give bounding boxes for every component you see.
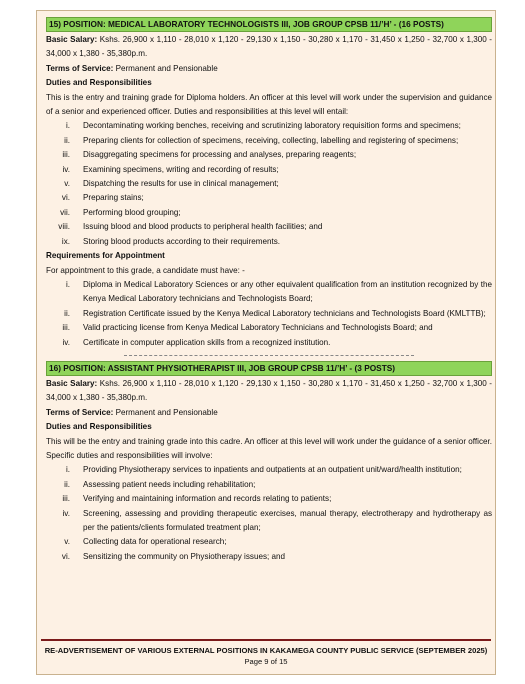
list-number: iv. [62,508,70,518]
list-text: Sensitizing the community on Physiotherapy issues; and [83,551,285,561]
position-16-header: 16) POSITION: ASSISTANT PHYSIOTHERAPIST III, JOB GROUP CPSB 11/’H’ - (3 POSTS) [46,361,492,376]
position-16-salary [46,377,492,406]
list-number: ix. [61,236,70,246]
list-number: i. [65,279,70,289]
list-text: Certificate in computer application skills from a recognized institution. [83,337,331,347]
list-item [46,321,492,335]
section-divider [124,355,414,356]
list-number: vi. [61,551,70,561]
list-item [46,191,492,205]
list-item [46,177,492,191]
list-item [46,463,492,477]
list-text: Preparing stains; [83,193,144,203]
document-page [36,10,496,675]
position-16-duties-list [46,463,492,564]
list-item [46,206,492,220]
list-text: Diploma in Medical Laboratory Sciences or any other equivalent qualification from an institution recognized by the Kenya Medical Laboratory technicians and Technologists Board; [83,279,492,304]
terms-text: Permanent and Pensionable [113,63,218,73]
salary-label: Basic Salary: [46,35,98,44]
list-number: vii. [60,207,70,217]
page-number: Page 9 of 15 [244,657,288,666]
list-number: v. [64,179,70,189]
list-text: Collecting data for operational research; [83,537,227,547]
position-15-duties-heading: Duties and Responsibilities [46,78,152,88]
list-text: Storing blood products according to their requirements. [83,236,281,246]
list-item [46,134,492,148]
list-item [46,307,492,321]
list-number: ii. [64,479,70,489]
list-number: iii. [62,150,70,160]
position-16-terms [46,406,492,420]
position-15-duties-intro: This is the entry and training grade for Diploma holders. An officer at this level will work under the supervision and guidance of a senior and experienced officer. Duties and responsibilities at this level will entail: [46,92,492,117]
list-text: Screening, assessing and providing therapeutic exercises, manual therapy, electrotherapy and hydrotherapy as per the patients/clients formulated treatment plan; [83,508,492,532]
list-item [46,507,492,536]
list-item [46,148,492,162]
salary-text: Kshs. 26,900 x 1,110 - 28,010 x 1,120 - 29,130 x 1,150 - 30,280 x 1,170 - 31,450 x 1,250 - 32,700 x 1,300 - 34,000 x 1,380 - 35,380p.m. [46,35,493,59]
list-number: v. [64,537,70,547]
list-text: Assessing patient needs including rehabilitation; [83,479,256,489]
list-number: i. [65,465,70,475]
list-number: viii. [58,222,70,232]
list-text: Issuing blood and blood products to peripheral health facilities; and [83,222,323,232]
list-item [46,478,492,492]
list-number: iv. [62,164,70,174]
position-15-duties-list [46,119,492,249]
list-item [46,336,492,350]
position-15-header: 15) POSITION: MEDICAL LABORATORY TECHNOLOGISTS III, JOB GROUP CPSB 11/’H’ - (16 POSTS) [46,17,492,32]
list-item [46,220,492,234]
list-text: Registration Certificate issued by the Kenya Medical Laboratory technicians and Technologists Board (KMLTTB); [83,308,486,318]
list-text: Decontaminating working benches, receiving and scrutinizing laboratory requisition forms and specimens; [83,121,461,131]
list-number: ii. [64,135,70,145]
list-text: Performing blood grouping; [83,207,181,217]
list-item [46,235,492,249]
list-item [46,550,492,564]
footer-rule [41,639,491,641]
list-item [46,278,492,307]
terms-text: Permanent and Pensionable [113,407,218,417]
position-16-duties-heading: Duties and Responsibilities [46,422,152,432]
list-number: i. [65,121,70,131]
position-15-salary [46,33,492,62]
footer-title: RE-ADVERTISEMENT OF VARIOUS EXTERNAL POSITIONS IN KAKAMEGA COUNTY PUBLIC SERVICE (SEPTEMBER 2025) [44,646,488,655]
salary-label: Basic Salary: [46,378,98,388]
position-16-duties-intro: This will be the entry and training grade into this cadre. An officer at this level will work under the guidance of a senior officer. Specific duties and responsibilities will involve: [46,436,492,460]
list-item [46,119,492,133]
list-number: iii. [62,494,70,504]
list-text: Disaggregating specimens for processing and analyses, preparing reagents; [83,150,357,160]
list-number: vi. [61,193,70,203]
list-text: Examining specimens, writing and recording of results; [83,164,279,174]
terms-label: Terms of Service: [46,63,114,73]
list-text: Verifying and maintaining information and records relating to patients; [83,494,332,504]
list-item [46,492,492,506]
list-item [46,163,492,177]
list-item [46,535,492,549]
list-text: Dispatching the results for use in clinical management; [83,179,279,189]
list-number: ii. [64,308,70,318]
list-text: Preparing clients for collection of specimens, receiving, collecting, labelling and registering of specimens; [83,135,459,145]
list-text: Valid practicing license from Kenya Medical Laboratory Technicians and Technologists Board; and [83,323,433,333]
salary-text: Kshs. 26,900 x 1,110 - 28,010 x 1,120 - 29,130 x 1,150 - 30,280 x 1,170 - 31,450 x 1,250 - 32,700 x 1,300 - 34,000 x 1,380 - 35,380p.m. [46,378,493,403]
position-15-requirements-list [46,278,492,350]
list-text: Providing Physiotherapy services to inpatients and outpatients at an outpatient unit/ward/health institution; [83,465,462,475]
position-15-terms [46,62,492,76]
list-number: iii. [62,323,70,333]
list-number: iv. [62,337,70,347]
page-footer [37,645,495,667]
page-content [46,17,492,564]
terms-label: Terms of Service: [46,407,114,417]
position-15-requirements-heading: Requirements for Appointment [46,251,165,261]
position-15-requirements-intro: For appointment to this grade, a candidate must have: - [46,265,245,275]
